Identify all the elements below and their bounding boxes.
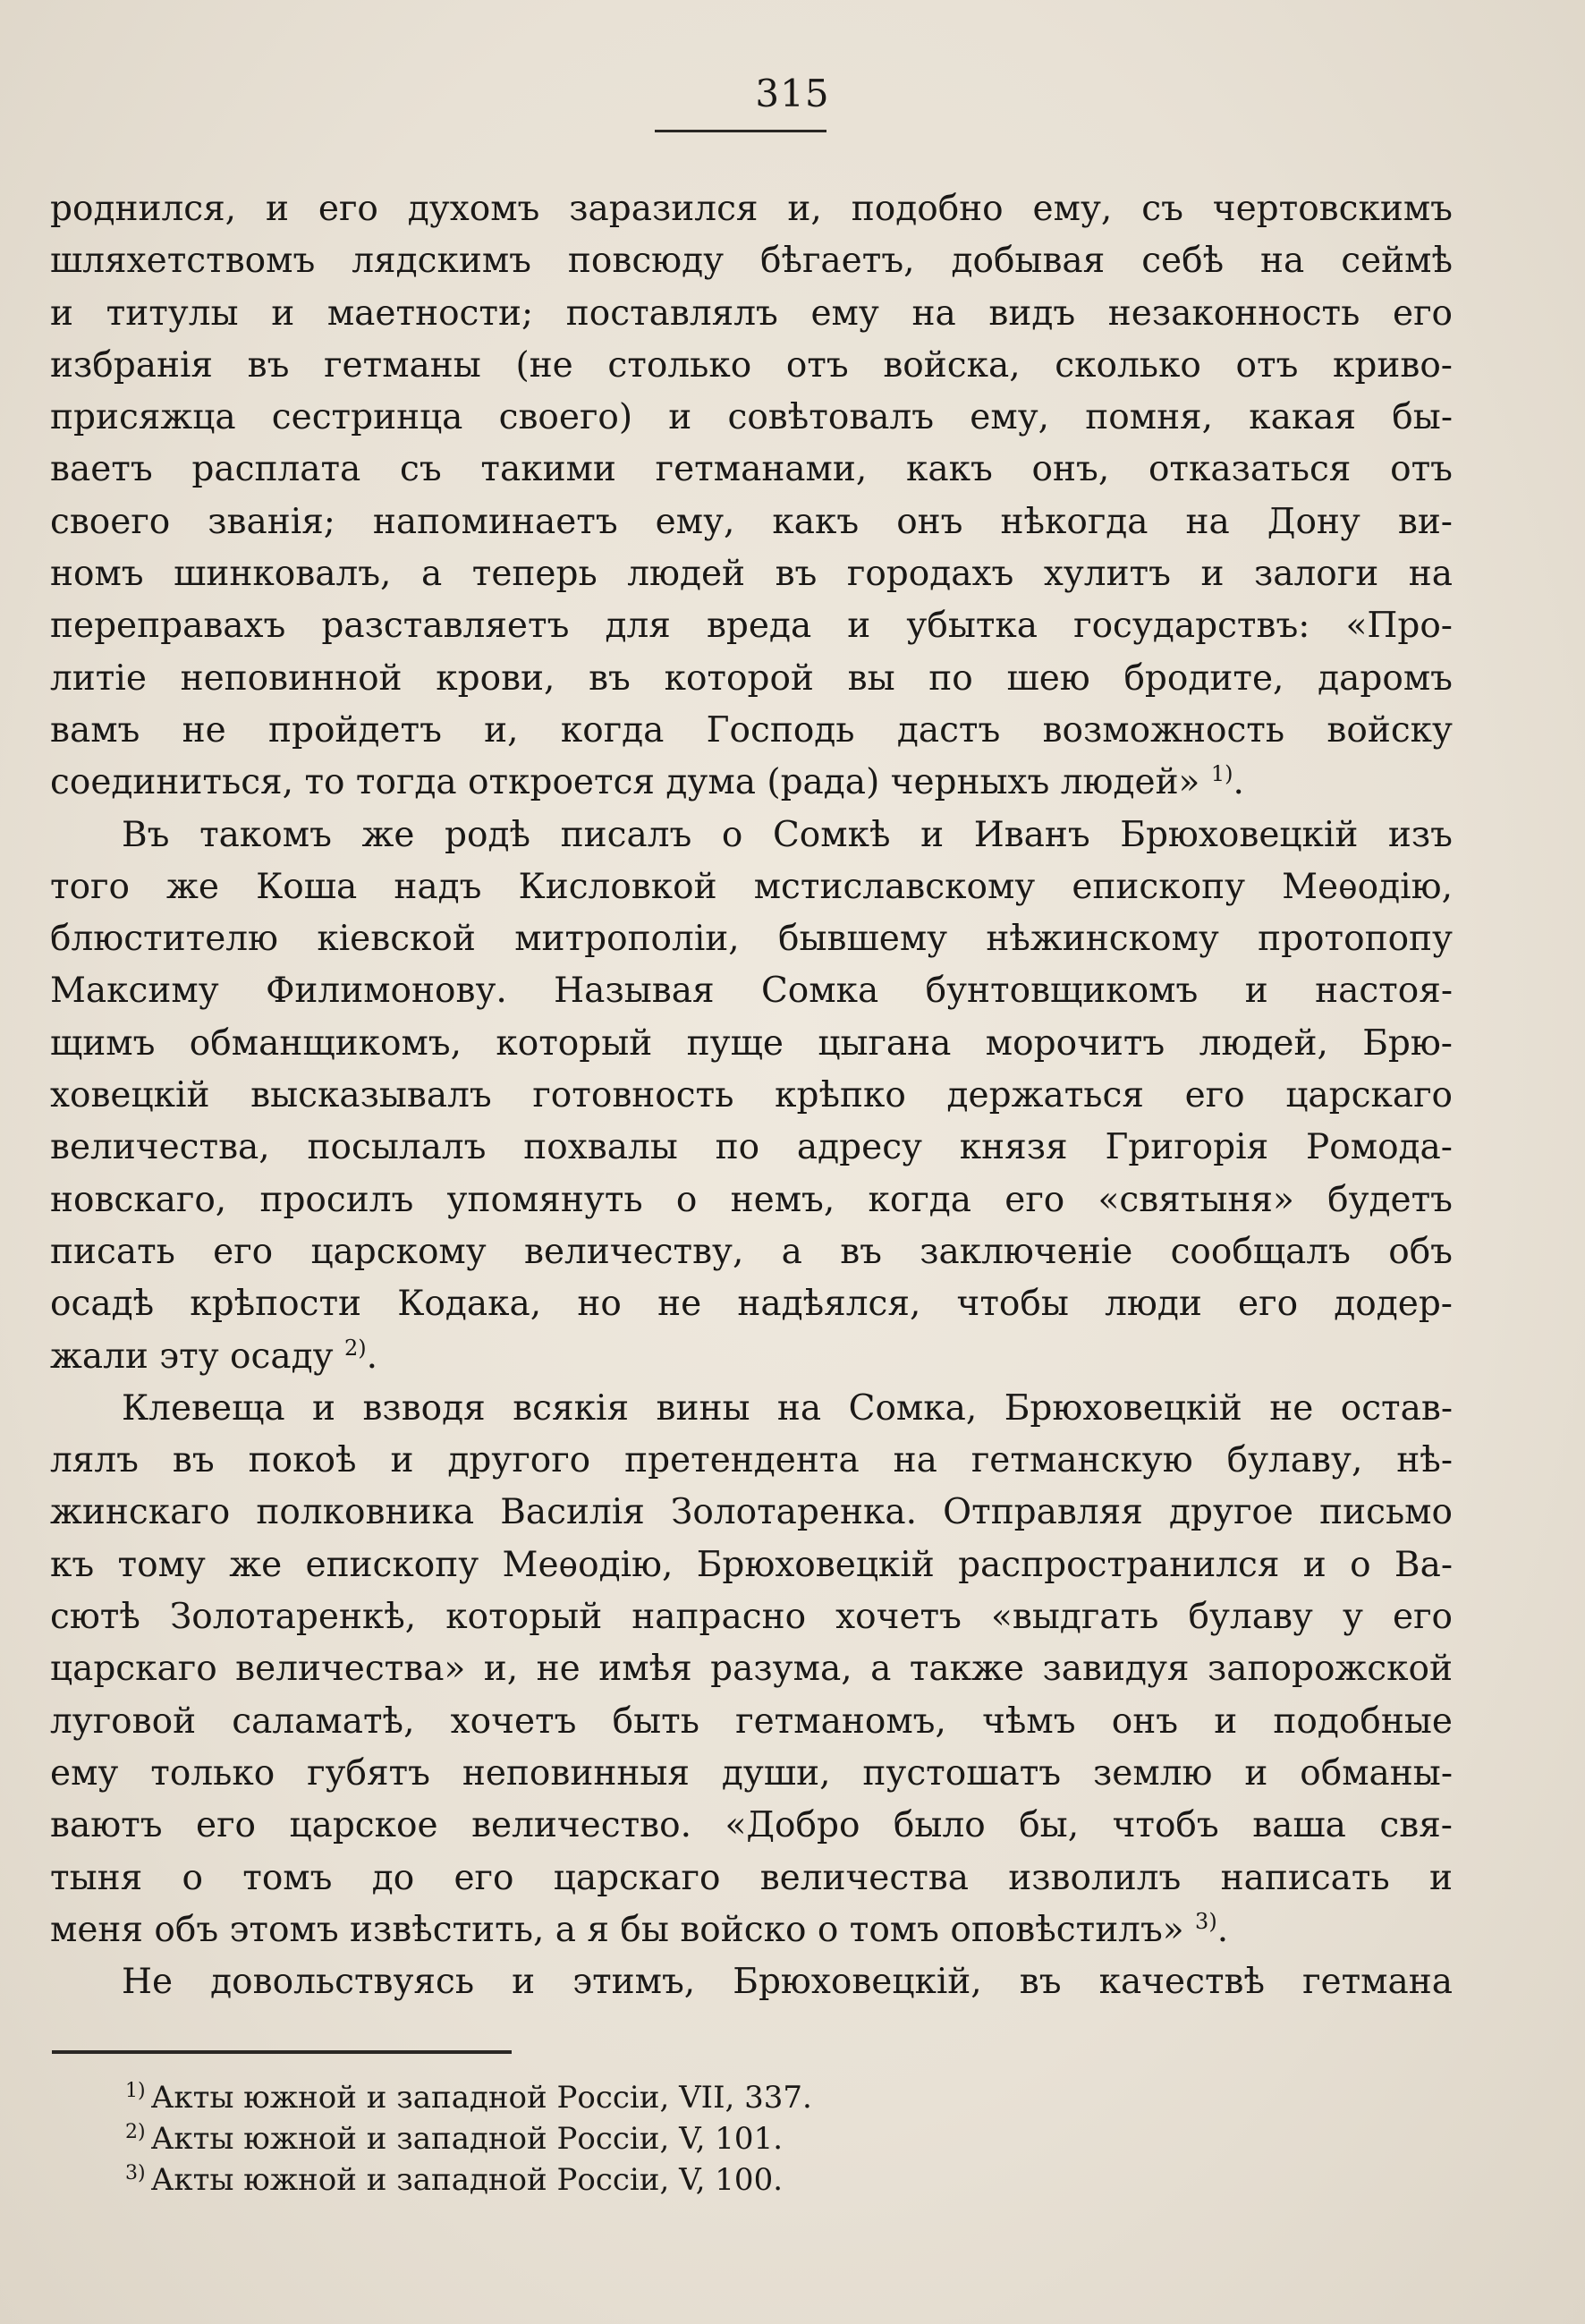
- line-text: лялъ въ покоѣ и другого претендента на гетманскую булаву, нѣ-: [50, 1440, 1453, 1481]
- text-line: [50, 1175, 1453, 1226]
- paragraph: [50, 1383, 1453, 1956]
- footnote: [125, 2077, 1199, 2118]
- line-text: луговой саламатѣ, хочетъ быть гетманомъ, чѣмъ онъ и подобные: [50, 1701, 1453, 1742]
- sentence-end: .: [366, 1336, 378, 1377]
- line-text: номъ шинковалъ, а теперь людей въ городахъ хулитъ и залоги на: [50, 554, 1453, 595]
- page-number: 315: [755, 72, 830, 115]
- text-line: [50, 444, 1453, 496]
- paragraph: [50, 810, 1453, 1383]
- text-line: [50, 1800, 1453, 1852]
- text-line: [50, 548, 1453, 600]
- text-line: [50, 861, 1453, 913]
- line-text: роднился, и его духомъ заразился и, подобно ему, съ чертовскимъ: [50, 189, 1453, 229]
- header-rule: [655, 130, 826, 132]
- text-line: [50, 600, 1453, 652]
- text-line: [50, 1122, 1453, 1174]
- line-text: къ тому же епископу Меѳодію, Брюховецкій распространился и о Ва-: [50, 1544, 1453, 1585]
- line-text: сютѣ Золотаренкѣ, который напрасно хочетъ «выдгать булаву у его: [50, 1597, 1453, 1638]
- text-line: [50, 1696, 1453, 1748]
- text-line: [50, 1487, 1453, 1539]
- sentence-end: .: [1216, 1909, 1229, 1950]
- text-line: [50, 1226, 1453, 1278]
- line-text: Максиму Филимонову. Называя Сомка бунтовщикомъ и настоя-: [50, 971, 1453, 1012]
- line-text: блюстителю кіевской митрополіи, бывшему нѣжинскому протопопу: [50, 919, 1453, 960]
- text-line: [50, 1853, 1453, 1904]
- line-text: щимъ обманщикомъ, который пуще цыгана морочитъ людей, Брю-: [50, 1022, 1453, 1064]
- line-text: жали эту осаду: [50, 1336, 344, 1377]
- text-line: [50, 1748, 1453, 1800]
- footnote-mark: 1): [125, 2079, 146, 2102]
- text-line: [50, 340, 1453, 392]
- text-line: [50, 1435, 1453, 1487]
- line-text: Клевеща и взводя всякія вины на Сомка, Брюховецкій не остав-: [122, 1387, 1453, 1429]
- text-line: [50, 1904, 1453, 1956]
- text-line: [50, 1591, 1453, 1643]
- text-line: [50, 288, 1453, 340]
- line-text: царскаго величества» и, не имѣя разума, а также завидуя запорожской: [50, 1649, 1453, 1690]
- line-text: ваютъ его царское величество. «Добро было бы, чтобъ ваша свя-: [50, 1805, 1453, 1846]
- line-text: шляхетствомъ лядскимъ повсюду бѣгаетъ, добывая себѣ на сеймѣ: [50, 241, 1453, 282]
- text-line: [50, 183, 1453, 235]
- line-text: и титулы и маетности; поставлялъ ему на видъ незаконность его: [50, 293, 1453, 334]
- text-line: [50, 1331, 1453, 1383]
- text-line: [50, 1278, 1453, 1330]
- text-line: [50, 1383, 1453, 1435]
- footnote-mark: 3): [125, 2161, 146, 2184]
- footnote-text: Акты южной и западной Россіи, VII, 337.: [150, 2080, 812, 2116]
- line-text: ховецкій высказывалъ готовность крѣпко держаться его царскаго: [50, 1075, 1453, 1116]
- text-line: [50, 496, 1453, 548]
- footnote: [125, 2118, 1199, 2159]
- footnote-ref-paren: ): [358, 1335, 367, 1361]
- main-text: [50, 183, 1453, 2008]
- paragraph: [50, 1956, 1453, 2008]
- footnotes: [125, 2077, 1199, 2201]
- text-line: [50, 1539, 1453, 1591]
- line-text: соединиться, то тогда откроется дума (рада) черныхъ людей»: [50, 762, 1211, 803]
- line-text: переправахъ разставляетъ для вреда и убытка государствъ: «Про-: [50, 606, 1453, 647]
- footnote-text: Акты южной и западной Россіи, V, 100.: [150, 2162, 784, 2198]
- sentence-end: .: [1233, 762, 1244, 803]
- footnote-ref: 2: [344, 1335, 359, 1361]
- line-text: ему только губятъ неповинныя души, пустошатъ землю и обманы-: [50, 1752, 1453, 1794]
- line-text: писать его царскому величеству, а въ заключеніе сообщалъ объ: [50, 1231, 1453, 1272]
- line-text: осадѣ крѣпости Кодака, но не надѣялся, чтобы люди его додер-: [50, 1284, 1453, 1325]
- text-line: [50, 810, 1453, 861]
- line-text: избранія въ гетманы (не столько отъ войска, сколько отъ криво-: [50, 344, 1453, 386]
- text-line: [50, 913, 1453, 965]
- line-text: величества, посылалъ похвалы по адресу князя Григорія Ромода-: [50, 1127, 1453, 1168]
- text-line: [50, 1643, 1453, 1695]
- line-text: новскаго, просилъ упомянуть о немъ, когда его «святыня» будетъ: [50, 1179, 1453, 1220]
- line-text: того же Коша надъ Кисловкой мстиславскому епископу Меѳодію,: [50, 866, 1453, 907]
- footnote: [125, 2159, 1199, 2201]
- text-line: [50, 1956, 1453, 2008]
- line-text: Не довольствуясь и этимъ, Брюховецкій, въ качествѣ гетмана: [122, 1962, 1453, 2003]
- line-text: ваетъ расплата съ такими гетманами, какъ онъ, отказаться отъ: [50, 449, 1453, 490]
- page-header: [0, 72, 1585, 115]
- text-line: [50, 757, 1453, 809]
- text-line: [50, 965, 1453, 1017]
- text-line: [50, 653, 1453, 705]
- line-text: присяжца сестринца своего) и совѣтовалъ ему, помня, какая бы-: [50, 397, 1453, 438]
- text-line: [50, 235, 1453, 287]
- footnote-text: Акты южной и западной Россіи, V, 101.: [150, 2121, 784, 2157]
- line-text: своего званія; напоминаетъ ему, какъ онъ нѣкогда на Дону ви-: [50, 501, 1453, 542]
- line-text: Въ такомъ же родѣ писалъ о Сомкѣ и Иванъ Брюховецкій изъ: [122, 814, 1453, 855]
- line-text: тыня о томъ до его царскаго величества изволилъ написать и: [50, 1857, 1453, 1898]
- text-line: [50, 705, 1453, 757]
- paragraph: [50, 183, 1453, 810]
- line-text: литіе неповинной крови, въ которой вы по шею бродите, даромъ: [50, 657, 1453, 699]
- footnote-ref-paren: ): [1225, 761, 1233, 787]
- footnote-ref: 3: [1195, 1908, 1209, 1934]
- footnote-ref: 1: [1210, 761, 1225, 787]
- line-text: меня объ этомъ извѣстить, а я бы войско о томъ оповѣстилъ»: [50, 1909, 1196, 1950]
- text-line: [50, 1018, 1453, 1070]
- text-line: [50, 1070, 1453, 1122]
- footnote-mark: 2): [125, 2120, 146, 2143]
- line-text: жинскаго полковника Василія Золотаренка. Отправляя другое письмо: [50, 1492, 1453, 1533]
- footnote-separator: [52, 2050, 512, 2054]
- text-line: [50, 392, 1453, 444]
- line-text: вамъ не пройдетъ и, когда Господь дастъ возможность войску: [50, 709, 1453, 751]
- footnote-ref-paren: ): [1208, 1908, 1217, 1934]
